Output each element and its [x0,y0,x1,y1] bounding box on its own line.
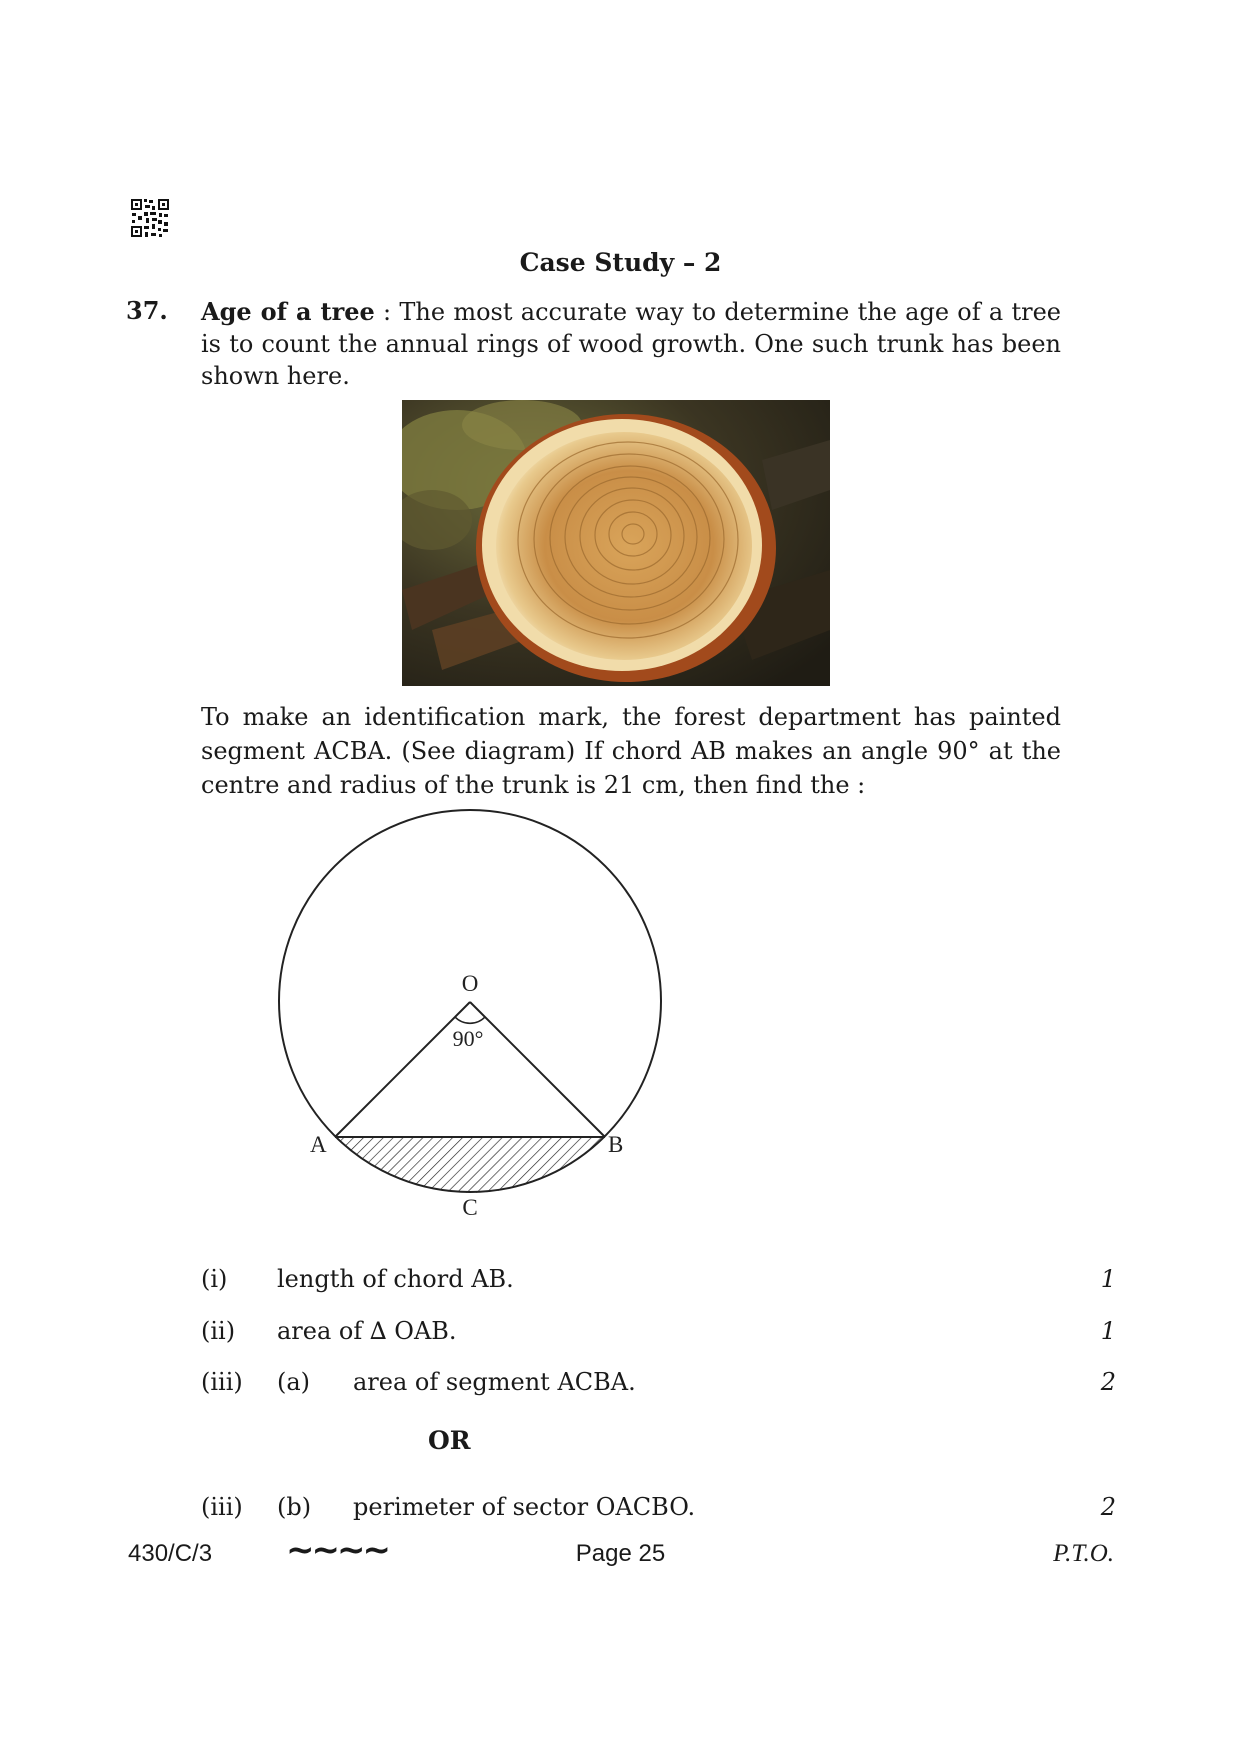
case-study-heading: Case Study – 2 [519,248,722,277]
question-intro-text: : The most accurate way to determine the age of a tree is to count the annual rings of wood growth. One such trunk has been shown here. [201,298,1061,390]
part-i-marks: 1 [1100,1265,1116,1293]
part-iii-a-number: (iii) [201,1368,243,1396]
paper-code: 430/C/3 [128,1540,213,1567]
part-iii-b-marks: 2 [1100,1493,1116,1521]
part-iii-a-text: area of segment ACBA. [353,1368,636,1396]
part-ii-number: (ii) [201,1317,236,1345]
tree-trunk-photo [402,400,830,686]
part-iii-b-text: perimeter of sector OACBO. [353,1493,696,1521]
qr-code-icon [130,198,170,238]
question-title: Age of a tree [201,297,375,326]
part-iii-a-letter: (a) [277,1368,311,1396]
label-b: B [608,1132,624,1157]
label-o: O [461,971,479,996]
angle-arc [455,1017,485,1023]
part-iii-a-marks: 2 [1100,1368,1116,1396]
part-i-number: (i) [201,1265,228,1293]
or-separator: OR [428,1426,471,1455]
label-a: A [310,1132,327,1157]
tilde-ornament: ~~~~ [286,1530,388,1570]
label-90-degrees: 90° [452,1026,484,1051]
part-iii-b-number: (iii) [201,1493,243,1521]
label-c: C [462,1195,478,1220]
pto-label: P.T.O. [1053,1540,1114,1567]
part-iii-b-letter: (b) [277,1493,312,1521]
page-number: Page 25 [575,1540,666,1567]
part-ii-text: area of ∆ OAB. [277,1317,457,1345]
question-intro [201,296,1061,392]
circle-segment-diagram [270,805,670,1235]
radius-ob [470,1002,605,1137]
radius-oa [335,1002,470,1137]
question-body: To make an identification mark, the forest department has painted segment ACBA. (See diagram) If chord AB makes an angle 90° at the centre and radius of the trunk is 21 cm, then find the : [201,703,1061,799]
shaded-segment-acba [335,1137,605,1193]
part-ii-marks: 1 [1100,1317,1116,1345]
question-number: 37. [126,296,168,325]
part-i-text: length of chord AB. [277,1265,514,1293]
